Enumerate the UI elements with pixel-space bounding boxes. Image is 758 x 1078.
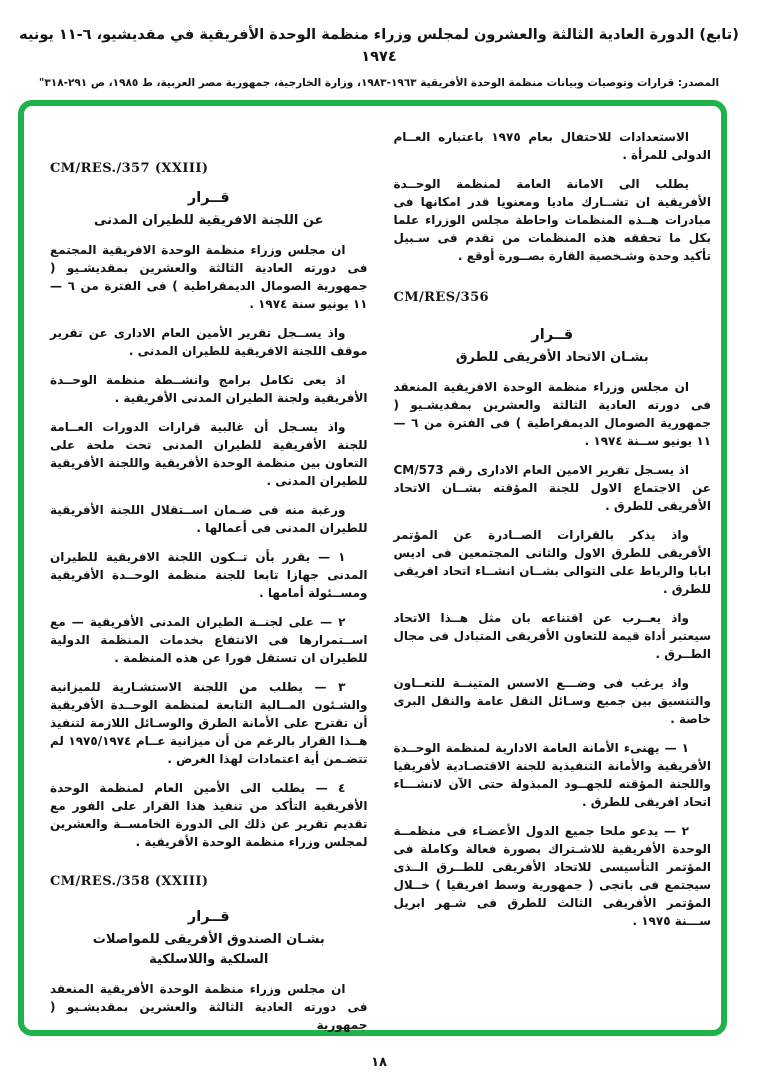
res357-paragraph: ان مجلس وزراء منظمة الوحدة الافريقية المجتمع فى دورته العادية الثالثة والعشرين بمقديشـيو ( جمهورية الصومال الديمقراطية ) فى الفترة من ٦ — ١١ يونيو سنة ١٩٧٤ . bbox=[50, 243, 368, 311]
res357-paragraph: ورغبة منه فى ضـمان اســتقلال اللجنة الأفريقية للطيران المدنى فى أعمالها . bbox=[50, 503, 368, 535]
resolution-358-subtitle-line1: بشـان الصندوق الأفريقى للمواصلات bbox=[92, 932, 325, 947]
green-border-frame bbox=[18, 100, 727, 1036]
res357-paragraph: واذ يسـجل أن غالبية قرارات الدورات العــامة للجنة الأفريقية للطيران المدنى تحث ملحة على التعاون بين منظمة الوحدة الأفريقية واللجنة الأفريقية للطيران المدنى . bbox=[50, 420, 368, 488]
res356-item-2: ٢ — يدعو ملحا جميع الدول الأعضـاء فى منظمــة الوحدة الأفريقية للاشـتراك بصورة فعالة وكاملة فى المؤتمر التأسيسى للاتحاد الأفريقى للطــرق الــذى سيجتمع فى بانجى ( جمهورية وسط افريقيا ) خــلال المؤتمر الأفريقى الثالث للطرق فى شـهر ابريل ســـنة ١٩٧٥ . bbox=[393, 824, 711, 928]
resolution-358-subtitle-line2: السلكية واللاسلكية bbox=[149, 952, 269, 967]
page-header bbox=[0, 24, 758, 92]
res357-item-4: ٤ — يطلب الى الأمين العام لمنظمة الوحدة الأفريقية التأكد من تنفيذ هذا القرار على الفور مع تقديم تقرير عن ذلك الى الدورة الخامســة والعشرين لمجلس وزراء منظمة الوحدة الأفريقية . bbox=[50, 781, 368, 849]
res357-paragraph: واذ يســجل تقرير الأمين العام الادارى عن تقرير موقف اللجنة الافريقية للطيران المدنى . bbox=[50, 326, 368, 358]
left-column bbox=[50, 126, 368, 1030]
page-number: ١٨ bbox=[371, 1055, 387, 1070]
resolution-358-title: قــرار bbox=[187, 909, 230, 925]
res356-item-1: ١ — يهنىء الأمانة العامة الادارية لمنظمة الوحــدة الأفريقية والأمانة التنفيذية للجنة الاقتصـادية لأفريقيا واللجنة المؤقته للجهــود المبذولة حتى الآن لانشـــاء اتحاد افريقى للطرق . bbox=[393, 741, 711, 809]
resolution-ref-356: CM/RES/356 bbox=[393, 290, 489, 305]
res357-item-3: ٣ — يطلب من اللجنة الاستشـارية للميزانية والشـئون المــالية التابعة لمنظمة الوحــدة الأفريقية أن تقترح على الأمانة الطرق والوسـائل اللازمة لتنفيذ هــذا القرار بالرغم من أن ميزانية عــام ١٩٧٥/١٩٧٤ لم تتضـمن أية اعتمادات لهذا الغرض . bbox=[50, 680, 368, 766]
resolution-356-subtitle: بشـان الاتحاد الأفريقى للطرق bbox=[455, 350, 649, 365]
resolution-356-title: قــرار bbox=[531, 327, 574, 343]
header-session-title: (تابع) الدورة العادية الثالثة والعشرون لمجلس وزراء منظمة الوحدة الأفريقية في مقديشيو، ٦-١١ يونيه ١٩٧٤ bbox=[19, 27, 739, 65]
res356-paragraph: واذ يعــرب عن اقتناعه بان مثل هــذا الاتحاد سيعتبر أداة قيمة للتعاون الأفريقى المتبادل فى مجال الطــرق . bbox=[393, 611, 711, 661]
res356-paragraph: واذ يذكر بالقرارات الصــادرة عن المؤتمر الأفريقى للطرق الاول والثانى المجتمعين فى اديس ابابا والرباط على التوالى بشــان انشــاء اتحاد افريقى للطرق . bbox=[393, 528, 711, 596]
res356-paragraph: واذ يرغب فى وضـــع الاسس المتينــة للتعــاون والتنسيق بين جميع وسـائل النقل عامة والنقل البرى خاصة . bbox=[393, 676, 711, 726]
res357-item-1: ١ — يقرر بأن تــكون اللجنة الافريقية للطيران المدنى جهازا تابعا للجنة منظمة الوحــدة الأفريقية ومســئولة أمامها . bbox=[50, 550, 368, 600]
res357-item-2: ٢ — على لجنــة الطيران المدنى الأفريقية — مع اســتمرارها فى الانتفاع بخدمات المنظمة الدولية للطيران ان تستقل فورا عن هذه المنظمة . bbox=[50, 615, 368, 665]
resolution-357-subtitle: عن اللجنة الافريقية للطيران المدنى bbox=[94, 213, 324, 228]
res356-paragraph: ان مجلس وزراء منظمة الوحدة الافريقية المنعقد فى دورته العادية الثالثة والعشرين بمقديشـيو ( جمهورية الصومال الديمقراطية ) فى الفترة من ٦ — ١١ يونيو ســنة ١٩٧٤ . bbox=[393, 380, 711, 448]
resolution-ref-358: CM/RES./358 (XXIII) bbox=[50, 874, 209, 889]
header-source-line: المصدر: قرارات وتوصيات وبيانات منظمة الوحدة الأفريقية ١٩٦٣-١٩٨٣، وزارة الخارجية، جمهورية مصر العربية، ط ١٩٨٥، ص ٢٩١-٣١٨" bbox=[38, 77, 720, 89]
resolution-357-title: قــرار bbox=[187, 190, 230, 206]
paragraph-secretariat-request: يطلب الى الامانة العامة لمنظمة الوحــدة الأفريقية ان تشــارك ماديا ومعنويا قدر امكانها فى مبادرات هــذه المنظمات واحاطة مجلس الوزراء علما بكل ما تحققه هذه المنظمات من تقدم فى سـبيل تأكيد وحدة وشـخصية القارة بصــورة أوقع . bbox=[393, 177, 711, 263]
res358-paragraph: ان مجلس وزراء منظمة الوحدة الأفريقية المنعقد فى دورته العادية الثالثة والعشرين بمقديشـيو ( جمهورية bbox=[50, 982, 368, 1032]
right-column bbox=[394, 126, 712, 1030]
res357-paragraph: اذ يعى تكامل برامج وانشــطة منظمة الوحــدة الأفريقية ولجنة الطيران المدنى الأفريقية . bbox=[50, 373, 368, 405]
paragraph-womens-year: الاستعدادات للاحتفال بعام ١٩٧٥ باعتباره العــام الدولى للمرأة . bbox=[393, 130, 711, 162]
res356-paragraph: اذ يسـجل تقرير الامين العام الادارى رقم CM/573 عن الاجتماع الاول للجنة المؤقته بشــان الاتحاد الأفريقى للطرق . bbox=[393, 463, 711, 513]
two-column-layout bbox=[24, 106, 721, 1030]
resolution-ref-357: CM/RES./357 (XXIII) bbox=[50, 161, 209, 176]
